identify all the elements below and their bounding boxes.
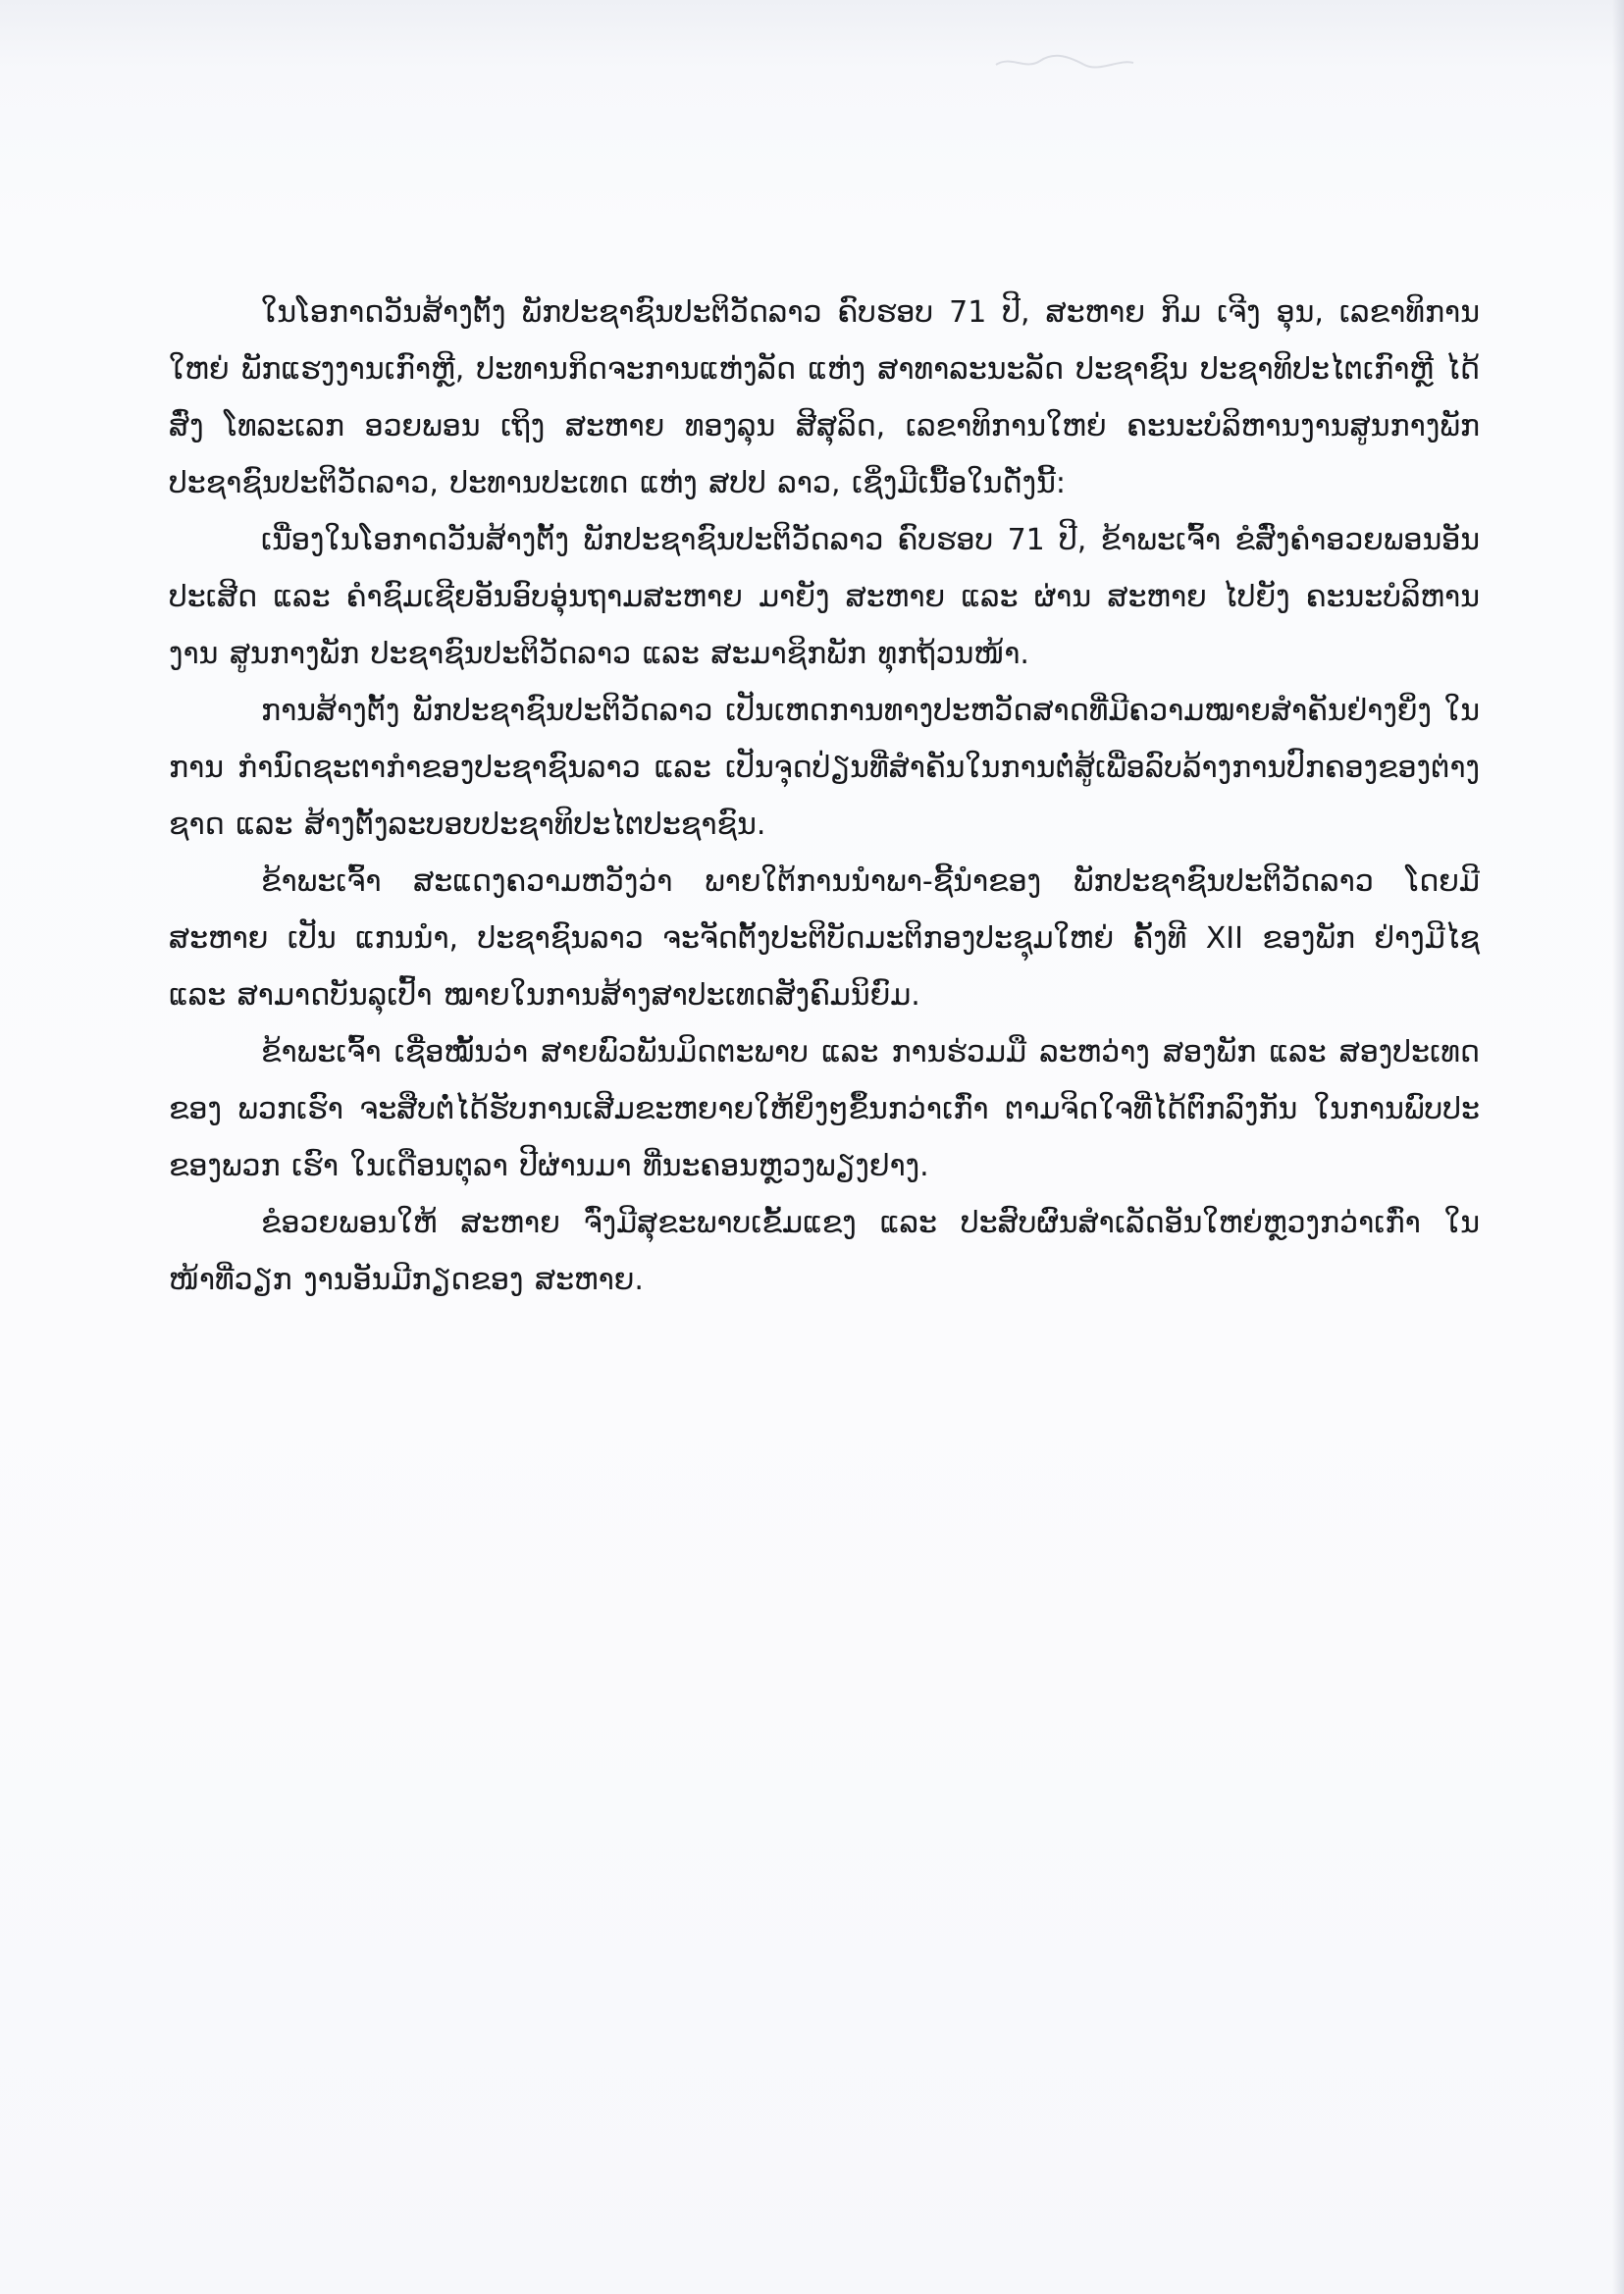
paragraph-2: ເນື່ອງໃນໂອກາດວັນສ້າງຕັ້ງ ພັກປະຊາຊົນປະຕິວັດລາວ ຄົບຮອບ 71 ປີ, ຂ້າພະເຈົ້າ ຂໍສົ່ງຄໍາອວຍພອນອັນປະເສີດ ແລະ ຄໍາຊົມເຊີຍອັນອົບອຸ່ນຖາມສະຫາຍ ມາຍັງ ສະຫາຍ ແລະ ຜ່ານ ສະຫາຍ ໄປຍັງ ຄະນະບໍລິຫານງານ ສູນກາງພັກ ປະຊາຊົນປະຕິວັດລາວ ແລະ ສະມາຊິກພັກ ທຸກຖ້ວນໜ້າ. bbox=[169, 523, 1480, 671]
paragraph-3: ການສ້າງຕັ້ງ ພັກປະຊາຊົນປະຕິວັດລາວ ເປັນເຫດການທາງປະຫວັດສາດທີ່ມີຄວາມໝາຍສໍາຄັນຢ່າງຍິ່ງ ໃນການ ກໍານົດຊະຕາກໍາຂອງປະຊາຊົນລາວ ແລະ ເປັນຈຸດປ່ຽນທີ່ສໍາຄັນໃນການຕໍ່ສູ້ເພື່ອລົບລ້າງການປົກຄອງຂອງຕ່າງຊາດ ແລະ ສ້າງຕັ້ງລະບອບປະຊາທິປະໄຕປະຊາຊົນ. bbox=[169, 694, 1480, 842]
paragraph-1: ໃນໂອກາດວັນສ້າງຕັ້ງ ພັກປະຊາຊົນປະຕິວັດລາວ ຄົບຮອບ 71 ປີ, ສະຫາຍ ກິມ ເຈີງ ອຸນ, ເລຂາທິການໃຫຍ່ ພັກແຮງງານເກົາຫຼີ, ປະທານກິດຈະການແຫ່ງລັດ ແຫ່ງ ສາທາລະນະລັດ ປະຊາຊົນ ປະຊາທິປະໄຕເກົາຫຼີ ໄດ້ສົ່ງ ໂທລະເລກ ອວຍພອນ ເຖິງ ສະຫາຍ ທອງລຸນ ສີສຸລິດ, ເລຂາທິການໃຫຍ່ ຄະນະບໍລິຫານງານສູນກາງພັກປະຊາຊົນປະຕິວັດລາວ, ປະທານປະເທດ ແຫ່ງ ສປປ ລາວ, ເຊິ່ງມີເນື້ອໃນດັ່ງນີ້: bbox=[169, 295, 1480, 500]
letter-body bbox=[169, 285, 1480, 1309]
paragraph-5: ຂ້າພະເຈົ້າ ເຊື່ອໝັ້ນວ່າ ສາຍພົວພັນມິດຕະພາບ ແລະ ການຮ່ວມມື ລະຫວ່າງ ສອງພັກ ແລະ ສອງປະເທດຂອງ ພວກເຮົາ ຈະສືບຕໍ່ໄດ້ຮັບການເສີມຂະຫຍາຍໃຫ້ຍິ່ງໆຂຶ້ນກວ່າເກົ່າ ຕາມຈິດໃຈທີ່ໄດ້ຕົກລົງກັນ ໃນການພົບປະຂອງພວກ ເຮົາ ໃນເດືອນຕຸລາ ປີຜ່ານມາ ທີ່ນະຄອນຫຼວງພຽງຢາງ. bbox=[169, 1035, 1480, 1183]
scan-smudge-mark bbox=[991, 47, 1138, 77]
paragraph-4: ຂ້າພະເຈົ້າ ສະແດງຄວາມຫວັງວ່າ ພາຍໃຕ້ການນໍາພາ-ຊີ້ນໍາຂອງ ພັກປະຊາຊົນປະຕິວັດລາວ ໂດຍມີ ສະຫາຍ ເປັນ ແກນນໍາ, ປະຊາຊົນລາວ ຈະຈັດຕັ້ງປະຕິບັດມະຕິກອງປະຊຸມໃຫຍ່ ຄັ້ງທີ XII ຂອງພັກ ຢ່າງມີໄຊ ແລະ ສາມາດບັນລຸເປົ້າ ໝາຍໃນການສ້າງສາປະເທດສັງຄົມນິຍົມ. bbox=[169, 864, 1480, 1013]
paragraph-6: ຂໍອວຍພອນໃຫ້ ສະຫາຍ ຈົ່ງມີສຸຂະພາບເຂັ້ມແຂງ ແລະ ປະສົບຜົນສໍາເລັດອັນໃຫຍ່ຫຼວງກວ່າເກົ່າ ໃນໜ້າທີ່ວຽກ ງານອັນມີກຽດຂອງ ສະຫາຍ. bbox=[169, 1206, 1480, 1297]
